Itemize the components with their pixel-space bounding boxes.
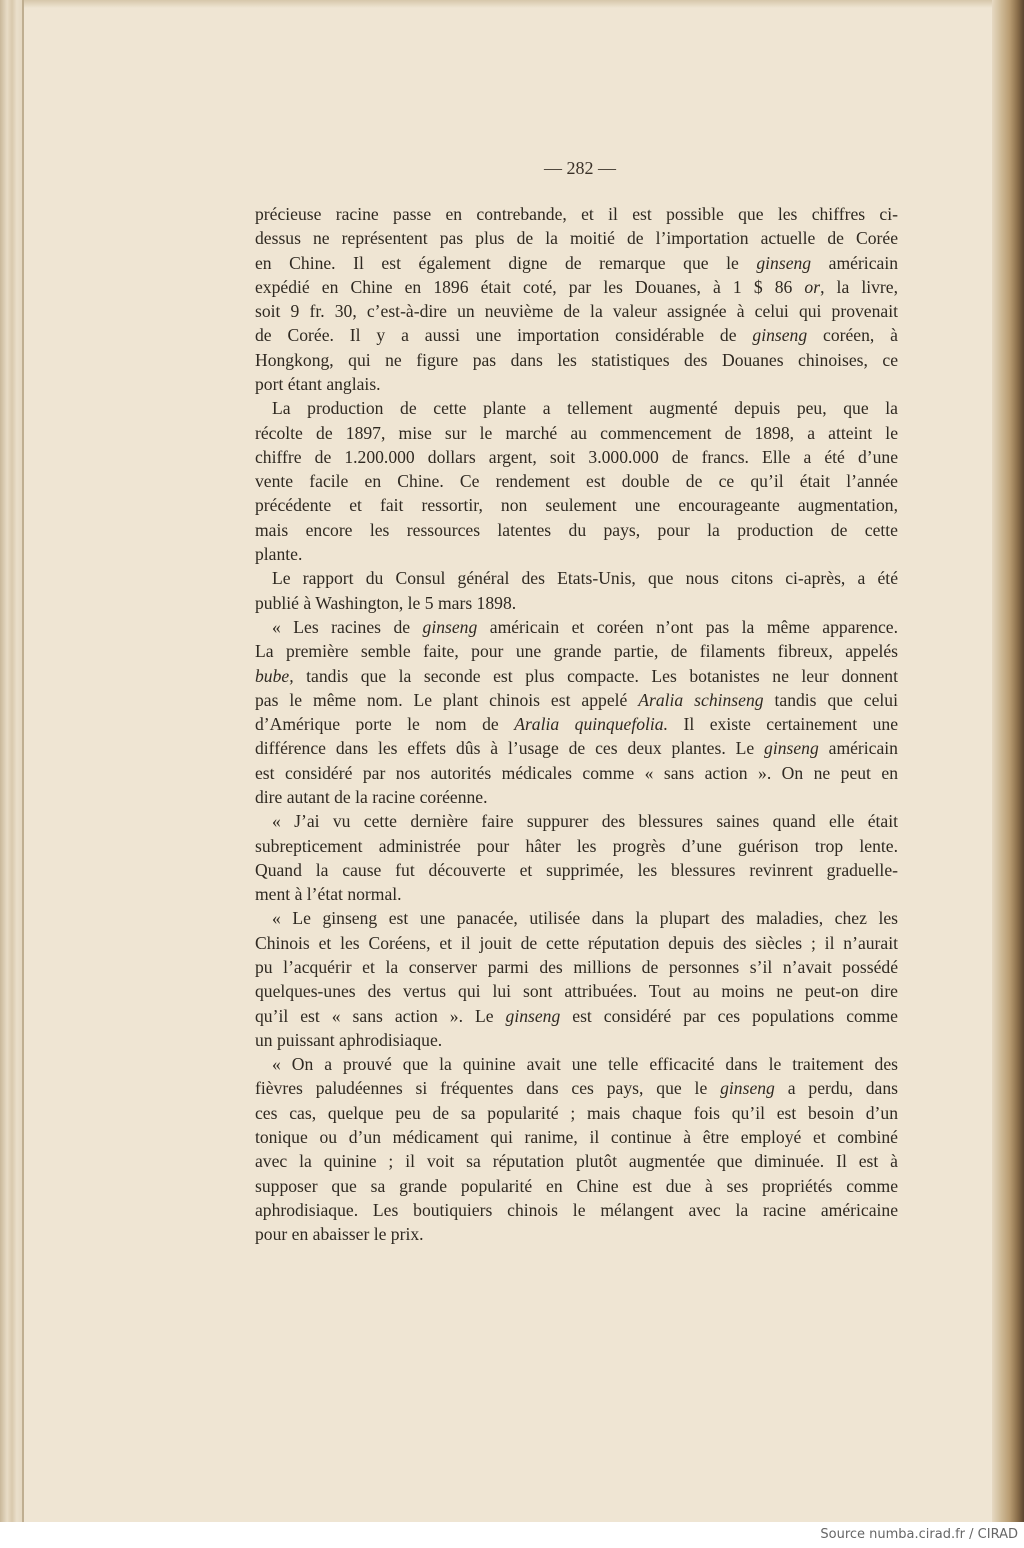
text-segment: Le rapport du Consul général des Etats-Unis, que nous citons ci-après, a été bbox=[272, 568, 898, 589]
text-segment: américain bbox=[818, 738, 898, 759]
text-segment: La première semble faite, pour une grande partie, de filaments fibreux, appelés bbox=[255, 641, 898, 662]
text-line bbox=[255, 1174, 898, 1198]
text-line bbox=[255, 1076, 898, 1100]
text-line bbox=[255, 372, 898, 396]
italic-text: or bbox=[804, 276, 821, 297]
text-segment: dessus ne représentent pas plus de la moitié de l’importation actuelle de Corée bbox=[255, 228, 898, 249]
text-line bbox=[272, 566, 898, 590]
page-number: — 282 — bbox=[544, 158, 616, 178]
italic-text: ginseng bbox=[422, 616, 478, 637]
source-credit: Source numba.cirad.fr / CIRAD bbox=[820, 1527, 1018, 1542]
text-segment: , la livre, bbox=[820, 276, 898, 297]
text-segment: mais encore les ressources latentes du pays, pour la production de cette bbox=[255, 519, 898, 540]
text-line bbox=[255, 712, 898, 736]
text-segment: dire autant de la racine coréenne. bbox=[255, 786, 488, 807]
text-segment: Hongkong, qui ne figure pas dans les statistiques des Douanes chinoises, ce bbox=[255, 349, 898, 370]
text-line bbox=[272, 1052, 898, 1076]
text-segment: différence dans les effets dûs à l’usage de ces deux plantes. Le bbox=[255, 738, 765, 759]
text-segment: subrepticement administrée pour hâter les progrès d’une guérison trop lente. bbox=[255, 835, 898, 856]
text-segment: Il existe certainement une bbox=[668, 714, 898, 735]
text-line bbox=[255, 445, 898, 469]
text-line bbox=[255, 1101, 898, 1125]
text-segment: chiffre de 1.200.000 dollars argent, soit 3.000.000 de francs. Elle a été d’une bbox=[255, 446, 898, 467]
text-segment: ment à l’état normal. bbox=[255, 884, 402, 905]
text-segment: supposer que sa grande popularité en Chine est due à ses propriétés comme bbox=[255, 1175, 898, 1196]
text-line bbox=[255, 1198, 898, 1222]
text-line bbox=[255, 1125, 898, 1149]
text-segment: a perdu, dans bbox=[774, 1078, 898, 1099]
text-segment: pu l’acquérir et la conserver parmi des millions de personnes s’il n’avait possédé bbox=[255, 956, 898, 977]
text-line bbox=[255, 421, 898, 445]
text-line bbox=[255, 931, 898, 955]
text-line bbox=[272, 615, 898, 639]
text-segment: vente facile en Chine. Ce rendement est double de ce qu’il était l’année bbox=[255, 471, 898, 492]
text-line bbox=[255, 1028, 898, 1052]
text-segment: fièvres paludéennes si fréquentes dans ces pays, que le bbox=[255, 1078, 721, 1099]
text-line bbox=[255, 299, 898, 323]
text-line bbox=[255, 226, 898, 250]
text-line bbox=[255, 785, 898, 809]
text-line bbox=[255, 1222, 898, 1246]
text-segment: récolte de 1897, mise sur le marché au commencement de 1898, a atteint le bbox=[255, 422, 898, 443]
text-line bbox=[255, 348, 898, 372]
text-segment: « Les racines de bbox=[272, 616, 423, 637]
text-segment: en Chine. Il est également digne de remarque que le bbox=[255, 252, 757, 273]
text-segment: est considéré par nos autorités médicales comme « sans action ». On ne peut en bbox=[255, 762, 898, 783]
text-segment: Chinois et les Coréens, et il jouit de cette réputation depuis des siècles ; il n’aurait bbox=[255, 932, 898, 953]
text-line bbox=[255, 542, 898, 566]
text-line bbox=[272, 906, 898, 930]
italic-text: Aralia schinseng bbox=[638, 689, 764, 710]
page-top-edge bbox=[0, 0, 1024, 8]
italic-text: ginseng bbox=[756, 252, 812, 273]
text-line bbox=[255, 858, 898, 882]
text-segment: ces cas, quelque peu de sa popularité ; mais chaque fois qu’il est besoin d’un bbox=[255, 1102, 898, 1123]
text-segment: port étant anglais. bbox=[255, 374, 381, 395]
text-segment: expédié en Chine en 1896 était coté, par les Douanes, à 1 $ 86 bbox=[255, 276, 805, 297]
text-segment: est considéré par ces populations comme bbox=[560, 1005, 898, 1026]
text-segment: « J’ai vu cette dernière faire suppurer des blessures saines quand elle était bbox=[272, 811, 898, 832]
italic-text: bube, bbox=[255, 665, 294, 686]
text-line bbox=[255, 469, 898, 493]
text-line bbox=[255, 761, 898, 785]
text-segment: pas le même nom. Le plant chinois est appelé bbox=[255, 689, 639, 710]
text-segment: La production de cette plante a tellement augmenté depuis peu, que la bbox=[272, 398, 898, 419]
text-line bbox=[255, 979, 898, 1003]
text-segment: pour en abaisser le prix. bbox=[255, 1224, 424, 1245]
italic-text: ginseng bbox=[764, 738, 819, 759]
text-line bbox=[255, 834, 898, 858]
text-segment: tandis que celui bbox=[763, 689, 898, 710]
text-line bbox=[272, 396, 898, 420]
text-line bbox=[255, 1004, 898, 1028]
text-segment: coréen, à bbox=[807, 325, 898, 346]
text-segment: tandis que la seconde est plus compacte. Les botanistes ne leur donnent bbox=[293, 665, 898, 686]
text-segment: américain et coréen n’ont pas la même apparence. bbox=[477, 616, 899, 637]
text-line bbox=[255, 591, 898, 615]
text-segment: précédente et fait ressortir, non seulement une encourageante augmentation, bbox=[255, 495, 898, 516]
text-segment: d’Amérique porte le nom de bbox=[255, 714, 515, 735]
text-line bbox=[255, 664, 898, 688]
italic-text: Aralia quinquefolia. bbox=[514, 714, 668, 735]
text-line bbox=[255, 251, 898, 275]
text-segment: de Corée. Il y a aussi une importation considérable de bbox=[255, 325, 753, 346]
text-segment: aphrodisiaque. Les boutiquiers chinois le mélangent avec la racine américaine bbox=[255, 1199, 898, 1220]
text-segment: soit 9 fr. 30, c’est-à-dire un neuvième de la valeur assignée à celui qui provenait bbox=[255, 301, 898, 322]
text-segment: « On a prouvé que la quinine avait une telle efficacité dans le traitement des bbox=[272, 1054, 898, 1075]
text-segment: « Le ginseng est une panacée, utilisée dans la plupart des maladies, chez les bbox=[272, 908, 898, 929]
text-line bbox=[255, 202, 898, 226]
page-stack-right-edge bbox=[992, 0, 1024, 1522]
text-segment: publié à Washington, le 5 mars 1898. bbox=[255, 592, 517, 613]
text-line bbox=[255, 518, 898, 542]
text-segment: avec la quinine ; il voit sa réputation plutôt augmentée que diminuée. Il est à bbox=[255, 1151, 898, 1172]
text-segment: un puissant aphrodisiaque. bbox=[255, 1029, 443, 1050]
text-segment: Quand la cause fut découverte et supprimée, les blessures revinrent graduelle- bbox=[255, 859, 898, 880]
italic-text: ginseng bbox=[720, 1078, 775, 1099]
text-line bbox=[255, 493, 898, 517]
text-segment: tonique ou d’un médicament qui ranime, il continue à être employé et combiné bbox=[255, 1127, 898, 1148]
text-segment: américain bbox=[811, 252, 898, 273]
italic-text: ginseng bbox=[752, 325, 808, 346]
italic-text: ginseng bbox=[505, 1005, 561, 1026]
binding-left-edge bbox=[0, 0, 24, 1522]
text-segment: qu’il est « sans action ». Le bbox=[255, 1005, 506, 1026]
text-line bbox=[255, 275, 898, 299]
text-segment: plante. bbox=[255, 544, 303, 565]
text-line bbox=[255, 736, 898, 760]
text-line bbox=[255, 688, 898, 712]
text-line bbox=[255, 882, 898, 906]
binding-line bbox=[22, 0, 24, 1522]
text-line bbox=[255, 955, 898, 979]
text-line bbox=[272, 809, 898, 833]
text-segment: précieuse racine passe en contrebande, et il est possible que les chiffres ci- bbox=[255, 204, 898, 224]
text-line bbox=[255, 323, 898, 347]
text-segment: quelques-unes des vertus qui lui sont attribuées. Tout au moins ne peut-on dire bbox=[255, 981, 898, 1002]
text-line bbox=[255, 639, 898, 663]
text-line bbox=[255, 1149, 898, 1173]
